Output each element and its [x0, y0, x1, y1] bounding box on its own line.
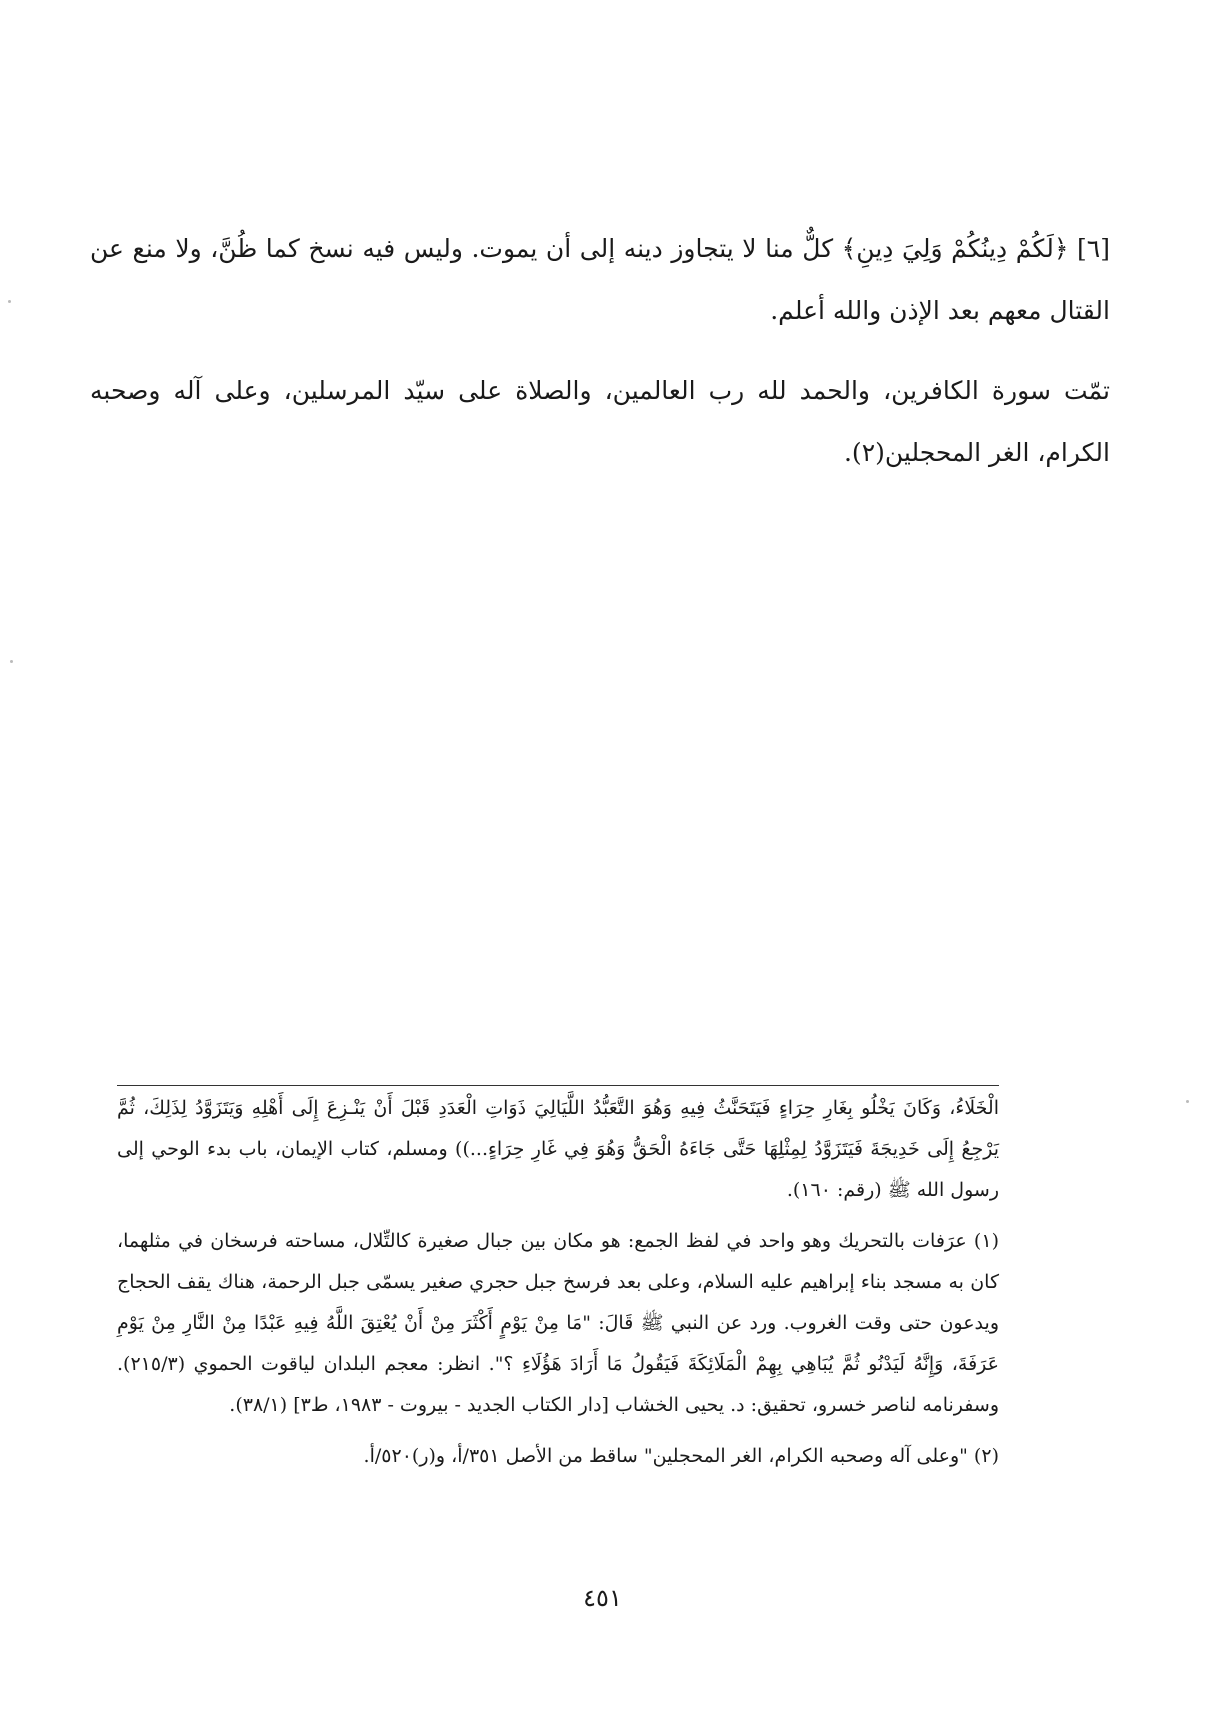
scan-speck — [8, 300, 11, 303]
footnotes-section — [117, 1085, 999, 1477]
scan-speck — [1186, 1100, 1189, 1103]
footnote-1: (١) عرَفات بالتحريك وهو واحد في لفظ الجمع: هو مكان بين جبال صغيرة كالتِّلال، مساحته فرسخان في مثلهما، كان به مسجد بناء إبراهيم عليه السلام، وعلى بعد فرسخ جبل حجري صغير يسمّى جبل الرحمة، هناك يقف الحجاج ويدعون حتى وقت الغروب. ورد عن النبي ﷺ قَالَ: "مَا مِنْ يَوْمٍ أَكْثَرَ مِنْ أَنْ يُعْتِقَ اللَّهُ فِيهِ عَبْدًا مِنْ النَّارِ مِنْ يَوْمِ عَرَفَةَ، وَإِنَّهُ لَيَدْنُو ثُمَّ يُبَاهِي بِهِمْ الْمَلَائِكَةَ فَيَقُولُ مَا أَرَادَ هَؤُلَاءِ ؟". انظر: معجم البلدان لياقوت الحموي (٢١٥/٣). وسفرنامه لناصر خسرو، تحقيق: د. يحيى الخشاب [دار الكتاب الجديد - بيروت - ١٩٨٣، ط٣] (٣٨/١). — [117, 1230, 999, 1416]
scan-speck — [10, 660, 13, 663]
verse-commentary-paragraph: [٦] ﴿لَكُمْ دِينُكُمْ وَلِيَ دِينِ﴾ كلٌّ منا لا يتجاوز دينه إلى أن يموت. وليس فيه نسخ كما ظُنَّ، ولا منع عن القتال معهم بعد الإذن والله أعلم. — [90, 234, 1110, 325]
footnote-divider — [117, 1085, 999, 1086]
footnote-2: (٢) "وعلى آله وصحبه الكرام، الغر المحجلين" ساقط من الأصل ٣٥١/أ، و(ر)٥٢٠/أ. — [363, 1445, 999, 1467]
closing-paragraph: تمّت سورة الكافرين، والحمد لله رب العالمين، والصلاة على سيّد المرسلين، وعلى آله وصحبه الكرام، الغر المحجلين(٢). — [90, 376, 1110, 467]
main-text-block — [90, 218, 1110, 484]
page-number: ٤٥١ — [583, 1584, 622, 1612]
footnote-continuation: الْخَلَاءُ، وَكَانَ يَخْلُو بِغَارِ حِرَاءٍ فَيَتَحَنَّثُ فِيهِ وَهُوَ التَّعَبُّدُ اللَّيَالِيَ ذَوَاتِ الْعَدَدِ قَبْلَ أَنْ يَنْـزِعَ إِلَى أَهْلِهِ وَيَتَزَوَّدُ لِذَلِكَ، ثُمَّ يَرْجِعُ إِلَى خَدِيجَةَ فَيَتَزَوَّدُ لِمِثْلِهَا حَتَّى جَاءَهُ الْحَقُّ وَهُوَ فِي غَارِ حِرَاءٍ...)) ومسلم، كتاب الإيمان، باب بدء الوحي إلى رسول الله ﷺ (رقم: ١٦٠). — [117, 1097, 999, 1201]
